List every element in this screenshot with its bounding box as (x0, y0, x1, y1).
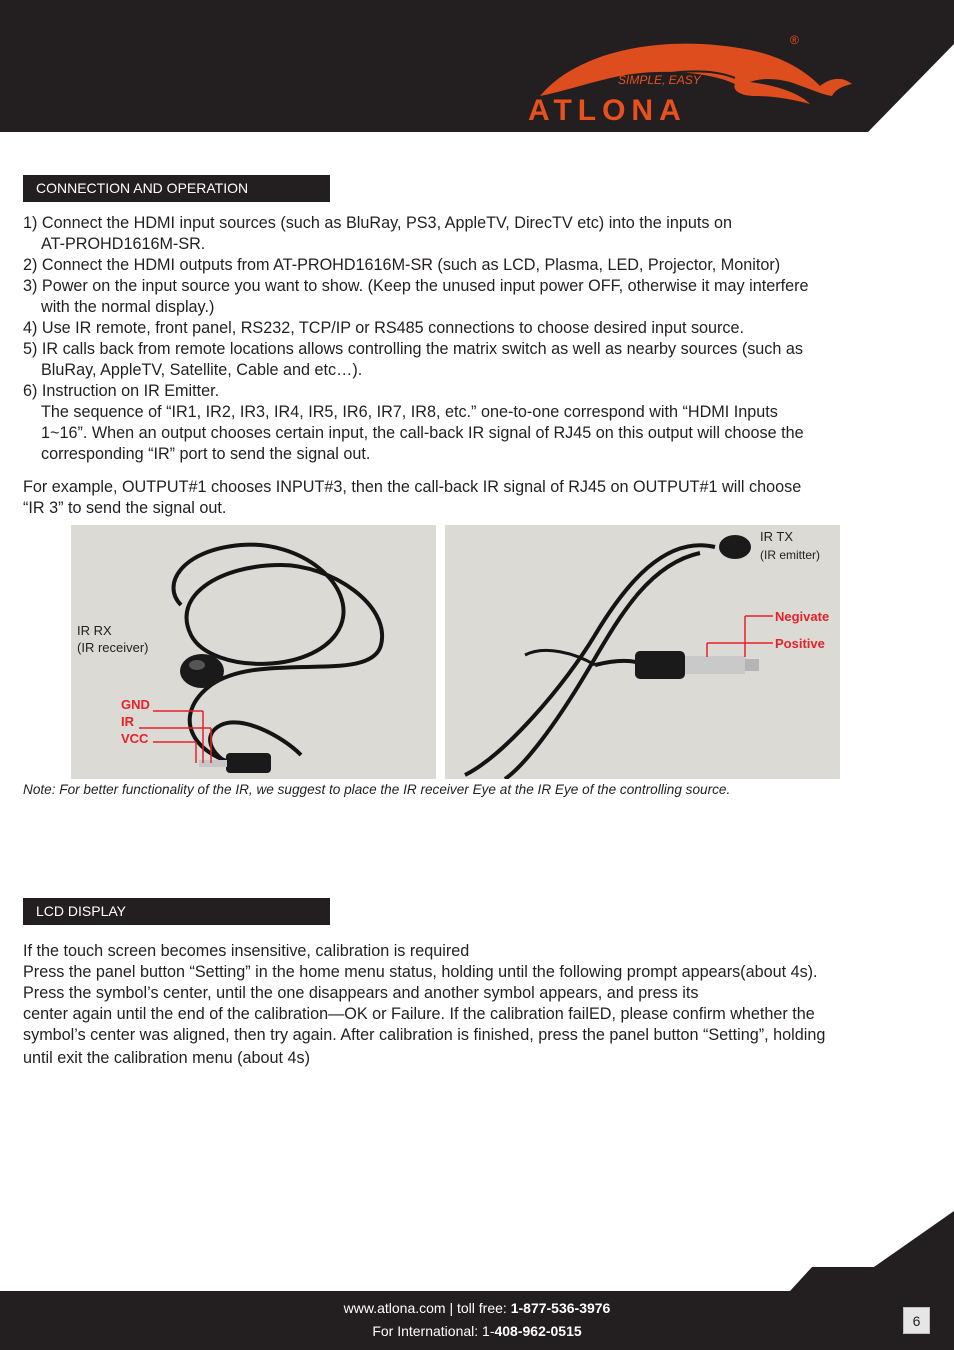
page-header (0, 0, 954, 132)
ir-tx-subtitle: (IR emitter) (760, 548, 820, 562)
instruction-line: 1) Connect the HDMI input sources (such as BluRay, PS3, AppleTV, DirecTV etc) into the inputs on (23, 214, 732, 232)
instruction-line: with the normal display.) (41, 298, 215, 316)
instruction-line: The sequence of “IR1, IR2, IR3, IR4, IR5, IR6, IR7, IR8, etc.” one-to-one correspond with “HDMI Inputs (41, 403, 778, 421)
connection-instructions (23, 213, 809, 465)
ir-rx-title: IR RX (77, 623, 112, 638)
footer-contact-line (0, 1300, 954, 1316)
instruction-line: AT-PROHD1616M-SR. (41, 235, 206, 253)
lcd-line: If the touch screen becomes insensitive, calibration is required (23, 942, 470, 960)
example-line: For example, OUTPUT#1 chooses INPUT#3, then the call-back IR signal of RJ45 on OUTPUT#1 will choose (23, 478, 802, 496)
website-tollfree-label: www.atlona.com | toll free: (343, 1300, 511, 1316)
international-phone: 408-962-0515 (494, 1323, 582, 1339)
instruction-line: 1~16”. When an output chooses certain input, the call-back IR signal of RJ45 on this output will choose the (41, 424, 804, 442)
instruction-line: corresponding “IR” port to send the signal out. (41, 445, 371, 463)
lcd-instructions (23, 941, 825, 1069)
pin-vcc-label: VCC (121, 731, 149, 746)
section-title-connection: CONNECTION AND OPERATION (23, 175, 330, 202)
lcd-line: Press the symbol’s center, until the one disappears and another symbol appears, and press its (23, 984, 699, 1002)
atlona-logo (520, 28, 860, 128)
brand-name: ATLONA (528, 94, 687, 127)
pin-gnd-label: GND (121, 697, 150, 712)
lcd-line: until exit the calibration menu (about 4s) (23, 1049, 311, 1067)
positive-label: Positive (775, 636, 825, 651)
footer-international-line (0, 1323, 954, 1339)
lcd-line: Press the panel button “Setting” in the home menu status, holding until the following prompt appears(about 4s). (23, 963, 818, 981)
example-paragraph (23, 477, 801, 519)
instruction-line: BluRay, AppleTV, Satellite, Cable and etc…). (41, 361, 363, 379)
instruction-line: 3) Power on the input source you want to show. (Keep the unused input power OFF, otherwise it may interfere (23, 277, 809, 295)
footer-corner-shape (0, 1211, 954, 1301)
example-line: “IR 3” to send the signal out. (23, 499, 227, 517)
pin-ir-label: IR (121, 714, 134, 729)
registered-mark: ® (790, 33, 799, 47)
instruction-line: 6) Instruction on IR Emitter. (23, 382, 220, 400)
instruction-line: 4) Use IR remote, front panel, RS232, TCP/IP or RS485 connections to choose desired input source. (23, 319, 745, 337)
tollfree-phone: 1-877-536-3976 (510, 1300, 611, 1316)
page-footer (0, 1291, 954, 1350)
international-label: For International: 1- (372, 1323, 495, 1339)
ir-emitter-photo (445, 525, 840, 779)
tagline: SIMPLE, EASY (618, 73, 701, 87)
lcd-line: symbol’s center was aligned, then try again. After calibration is finished, press the panel button “Setting”, holding (23, 1026, 826, 1044)
ir-rx-subtitle: (IR receiver) (77, 640, 149, 655)
ir-tx-title: IR TX (760, 529, 793, 544)
section-title-lcd: LCD DISPLAY (23, 898, 330, 925)
lcd-line: center again until the end of the calibration—OK or Failure. If the calibration failED, please confirm whether the (23, 1005, 815, 1023)
ir-receiver-photo (71, 525, 436, 779)
page-number: 6 (903, 1307, 930, 1334)
instruction-line: 5) IR calls back from remote locations allows controlling the matrix switch as well as nearby sources (such as (23, 340, 803, 358)
instruction-line: 2) Connect the HDMI outputs from AT-PROHD1616M-SR (such as LCD, Plasma, LED, Projector, Monitor) (23, 256, 781, 274)
negative-label: Negivate (775, 609, 830, 624)
ir-note: Note: For better functionality of the IR, we suggest to place the IR receiver Eye at the IR Eye of the controlling source. (23, 782, 731, 797)
